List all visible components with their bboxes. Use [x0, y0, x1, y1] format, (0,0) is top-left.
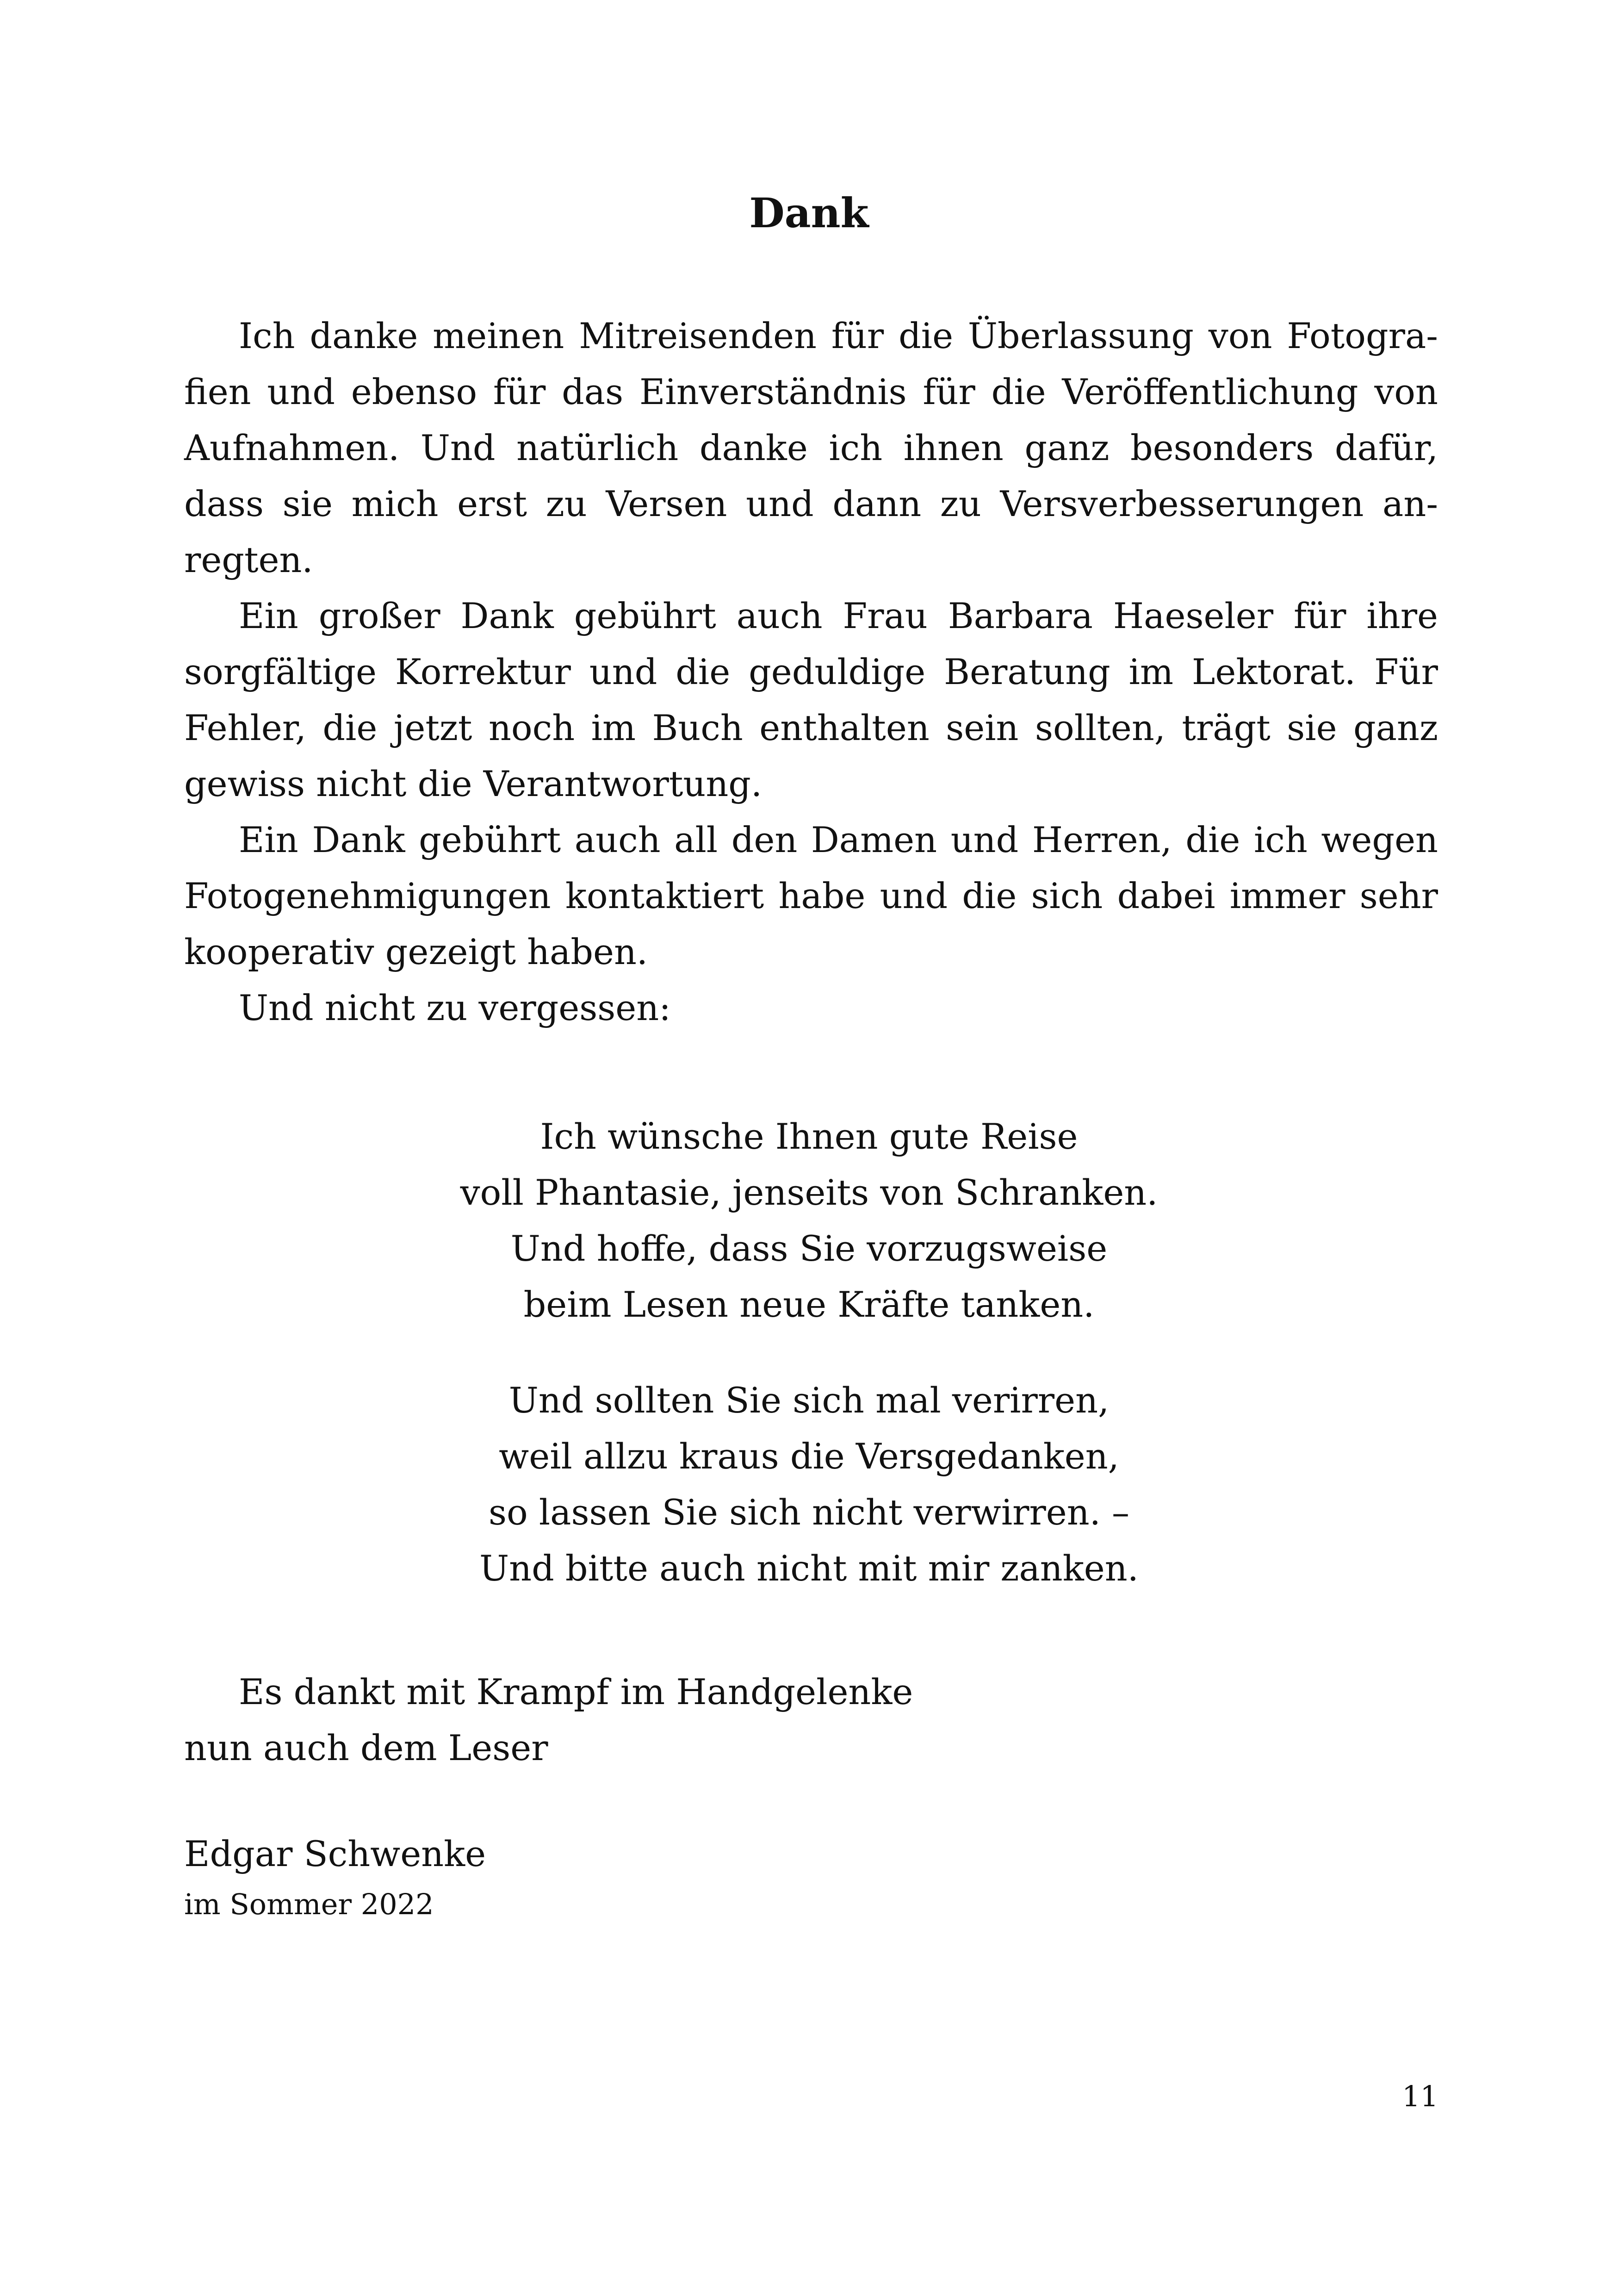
paragraph-line: Ich danke meinen Mitreisenden für die Überlassung von Fotogra-: [239, 315, 1438, 356]
verse-line: Und hoffe, dass Sie vorzugsweise: [510, 1228, 1108, 1269]
paragraph-line: regten.: [184, 539, 313, 580]
closing-line: Es dankt mit Krampf im Handgelenke: [239, 1671, 913, 1712]
verse-line: Und bitte auch nicht mit mir zanken.: [479, 1548, 1139, 1589]
signature-date: im Sommer 2022: [184, 1887, 434, 1921]
verse-line: so lassen Sie sich nicht verwirren. –: [488, 1492, 1130, 1533]
paragraph-line: Aufnahmen. Und natürlich danke ich ihnen ganz besonders dafür,: [184, 427, 1438, 468]
paragraph-3: [184, 812, 1438, 980]
paragraph-line: Ein großer Dank gebührt auch Frau Barbara Haeseler für ihre: [239, 595, 1438, 636]
paragraph-line: fien und ebenso für das Einverständnis für die Veröffentlichung von: [184, 371, 1438, 412]
paragraph-line: Fotogenehmigungen kontaktiert habe und die sich dabei immer sehr: [184, 875, 1438, 916]
paragraph-line: Fehler, die jetzt noch im Buch enthalten sein sollten, trägt sie ganz: [184, 707, 1438, 748]
paragraph-line: dass sie mich erst zu Versen und dann zu Versverbesserungen an-: [184, 483, 1438, 524]
paragraph-4: [184, 980, 1438, 1036]
closing-line: nun auch dem Leser: [184, 1727, 548, 1768]
paragraph-line: kooperativ gezeigt haben.: [184, 931, 648, 972]
verse-line: beim Lesen neue Kräfte tanken.: [523, 1284, 1095, 1325]
author-name: Edgar Schwenke: [184, 1833, 486, 1874]
verse-line: weil allzu kraus die Versgedanken,: [499, 1436, 1119, 1477]
paragraph-line: Ein Dank gebührt auch all den Damen und Herren, die ich wegen: [239, 819, 1438, 860]
page-heading: Dank: [749, 189, 869, 237]
paragraph-line: Und nicht zu vergessen:: [239, 987, 671, 1028]
closing-text: [184, 1664, 913, 1776]
poem-stanza-1: [0, 1108, 1618, 1332]
paragraph-1: [184, 308, 1438, 588]
acknowledgement-body: [184, 308, 1438, 1036]
paragraph-line: gewiss nicht die Verantwortung.: [184, 763, 763, 804]
paragraph-2: [184, 588, 1438, 812]
verse-line: Ich wünsche Ihnen gute Reise: [540, 1116, 1078, 1157]
verse-line: Und sollten Sie sich mal verirren,: [508, 1380, 1110, 1421]
verse-line: voll Phantasie, jenseits von Schranken.: [460, 1172, 1158, 1213]
paragraph-line: sorgfältige Korrektur und die geduldige Beratung im Lektorat. Für: [184, 651, 1438, 692]
poem-stanza-2: [0, 1372, 1618, 1596]
page-number: 11: [1402, 2079, 1438, 2113]
